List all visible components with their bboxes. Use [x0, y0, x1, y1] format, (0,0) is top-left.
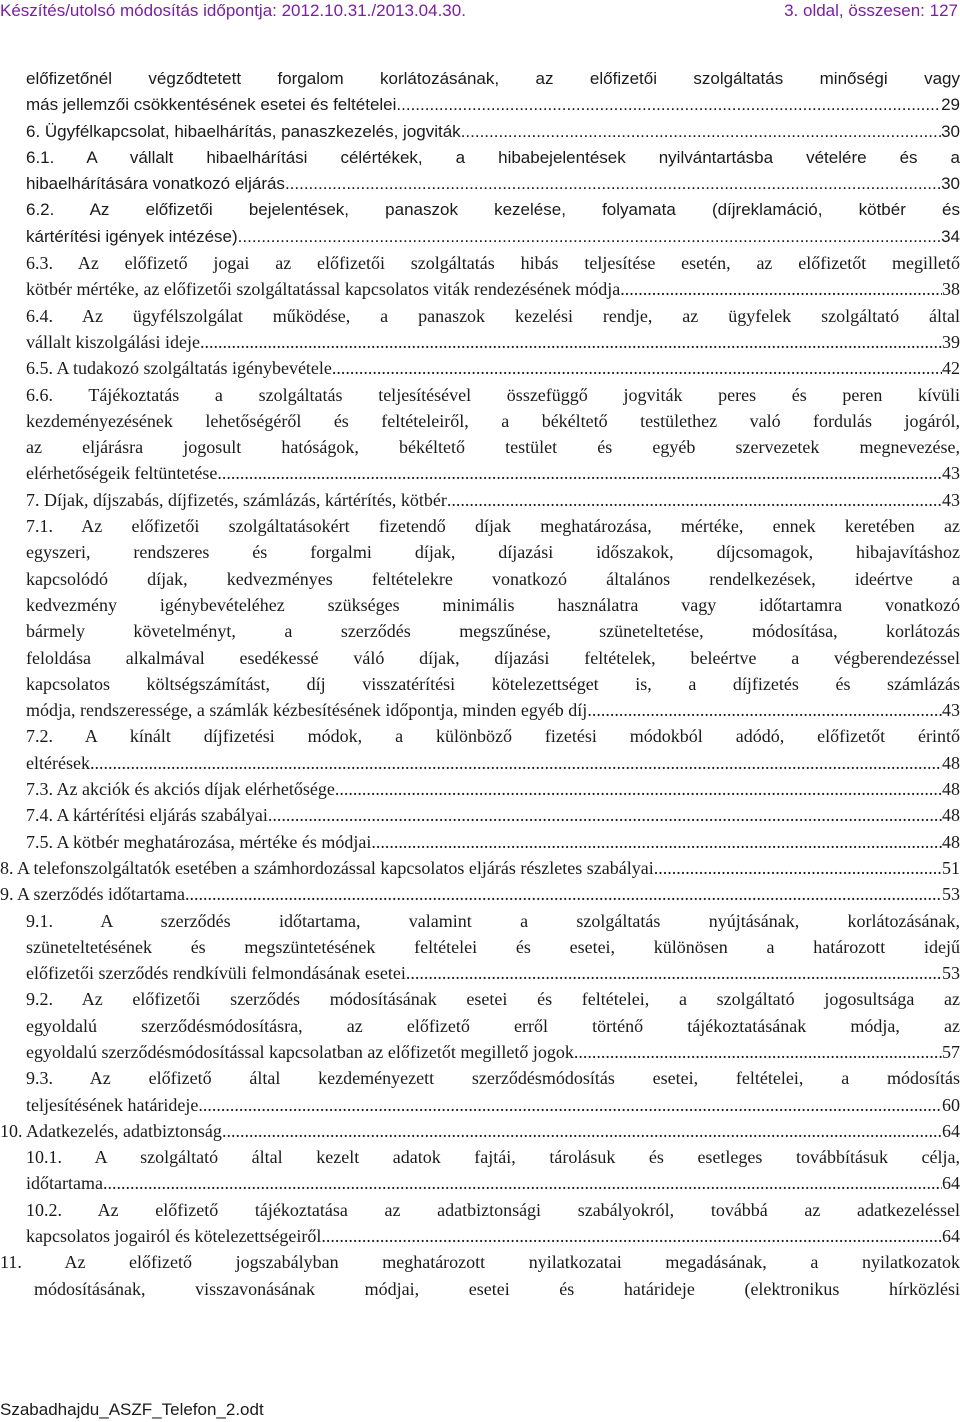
- toc-text: 10.2. Az előfizető tájékoztatása az adatbiztonsági szabályokról, továbbá az adatkezeléssel: [26, 1199, 960, 1220]
- page-number: 64: [942, 1120, 960, 1141]
- toc-entry[interactable]: [0, 171, 960, 197]
- toc-text: 6. Ügyfélkapcsolat, hibaelhárítás, panaszkezelés, jogviták: [26, 121, 461, 141]
- page-number: 43: [942, 489, 960, 510]
- toc-entry[interactable]: [0, 1223, 960, 1249]
- dot-leader: [447, 487, 942, 513]
- dot-leader: [285, 171, 941, 197]
- toc-line: [0, 66, 960, 92]
- toc-entry[interactable]: [0, 697, 960, 723]
- toc-line: [0, 303, 960, 329]
- page-number: 29: [941, 95, 960, 115]
- dot-leader: [200, 329, 942, 355]
- toc-text: 6.5. A tudakozó szolgáltatás igénybevétele: [26, 358, 332, 379]
- toc-text: más jellemzői csökkentésének esetei és feltételei: [26, 95, 397, 115]
- toc-text: kötbér mértéke, az előfizetői szolgáltatással kapcsolatos viták rendezésének módja: [26, 279, 621, 300]
- toc-entry[interactable]: [0, 460, 960, 486]
- toc-line: [0, 408, 960, 434]
- toc-text: előfizetői szerződés rendkívüli felmondásának esetei: [26, 963, 406, 984]
- toc-entry[interactable]: [0, 1092, 960, 1118]
- toc-line: [0, 566, 960, 592]
- toc-entry[interactable]: [0, 776, 960, 802]
- dot-leader: [461, 119, 941, 145]
- toc-text: egyoldalú szerződésmódosításra, az előfizető erről történő tájékoztatásának módja, az: [26, 1015, 960, 1036]
- toc-text: 6.3. Az előfizető jogai az előfizetői szolgáltatás hibás teljesítése esetén, az előfizetőt megillető: [26, 253, 960, 274]
- toc-text: kapcsolódó díjak, kedvezményes feltételekre vonatkozó általános rendelkezések, ideértve a: [26, 568, 960, 589]
- toc-text: 7. Díjak, díjszabás, díjfizetés, számlázás, kártérítés, kötbér: [26, 489, 447, 510]
- toc-text: hibaelhárítására vonatkozó eljárás: [26, 174, 285, 194]
- toc-line: [0, 986, 960, 1012]
- toc-text: az eljárásra jogosult hatóságok, békéltető testület és egyéb szervezetek megnevezése,: [26, 437, 960, 458]
- toc-entry[interactable]: [0, 487, 960, 513]
- page-number: 60: [942, 1094, 960, 1115]
- toc-text: 9.3. Az előfizető által kezdeményezett szerződésmódosítás esetei, feltételei, a módosítás: [26, 1068, 960, 1089]
- toc-text: 6.4. Az ügyfélszolgálat működése, a panaszok kezelési rendje, az ügyfelek szolgáltató által: [26, 305, 960, 326]
- toc-line: [0, 539, 960, 565]
- page-number: 30: [941, 121, 960, 141]
- dot-leader: [238, 224, 941, 250]
- dot-leader: [90, 750, 942, 776]
- page-number: 57: [942, 1041, 960, 1062]
- toc-line: [0, 671, 960, 697]
- toc-text: módja, rendszeressége, a számlák kézbesítésének időpontja, minden egyéb díj: [26, 700, 588, 721]
- page-number: 39: [942, 331, 960, 352]
- dot-leader: [198, 1092, 942, 1118]
- toc-line: [0, 1013, 960, 1039]
- toc-entry[interactable]: [0, 276, 960, 302]
- toc-text: teljesítésének határideje: [26, 1094, 199, 1115]
- toc-text: 10. Adatkezelés, adatbiztonság: [0, 1120, 222, 1141]
- dot-leader: [335, 776, 942, 802]
- toc-entry[interactable]: [0, 750, 960, 776]
- toc-line: [0, 145, 960, 171]
- toc-text: módosításának, visszavonásának módjai, esetei és határideje (elektronikus hírközlési: [34, 1278, 960, 1299]
- toc-text: feloldása alkalmával esedékessé váló díjak, díjazási feltételek, beleértve a végberendezéssel: [26, 647, 960, 668]
- dot-leader: [654, 855, 942, 881]
- toc-line: [0, 1197, 960, 1223]
- toc-text: 9.2. Az előfizetői szerződés módosításának esetei és feltételei, a szolgáltató jogosultsága az: [26, 989, 960, 1010]
- toc-line: [0, 618, 960, 644]
- toc-entry[interactable]: [0, 1039, 960, 1065]
- header-page-counter: 3. oldal, összesen: 127: [784, 1, 958, 20]
- dot-leader: [185, 881, 942, 907]
- header-timestamp: Készítés/utolsó módosítás időpontja: 2012.10.31./2013.04.30.: [0, 1, 466, 20]
- toc-line: [0, 645, 960, 671]
- toc-line: [0, 1144, 960, 1170]
- toc-text: 8. A telefonszolgáltatók esetében a számhordozással kapcsolatos eljárás részletes szabályai: [0, 857, 654, 878]
- page-number: 64: [942, 1226, 960, 1247]
- dot-leader: [587, 697, 942, 723]
- page-number: 48: [942, 752, 960, 773]
- toc-text: 6.6. Tájékoztatás a szolgáltatás teljesítésével összefüggő jogviták peres és peren kívüli: [26, 384, 960, 405]
- page-number: 48: [942, 805, 960, 826]
- dot-leader: [406, 960, 942, 986]
- page-number: 53: [942, 884, 960, 905]
- toc-entry[interactable]: [0, 1118, 960, 1144]
- toc-line: [0, 513, 960, 539]
- page-number: 42: [942, 358, 960, 379]
- toc-text: 10.1. A szolgáltató által kezelt adatok fajtái, tárolásuk és esetleges továbbításuk célja,: [26, 1147, 960, 1168]
- toc-entry[interactable]: [0, 802, 960, 828]
- toc-text: előfizetőnél végződtetett forgalom korlátozásának, az előfizetői szolgáltatás minőségi vagy: [26, 69, 960, 88]
- toc-text: kapcsolatos jogairól és kötelezettségeiről: [26, 1226, 322, 1247]
- toc-text: 6.1. A vállalt hibaelhárítási célértékek, a hibabejelentések nyilvántartásba vételére és a: [26, 147, 960, 167]
- page-number: 43: [942, 700, 960, 721]
- toc-entry[interactable]: [0, 119, 960, 145]
- toc-line: [0, 250, 960, 276]
- dot-leader: [371, 829, 942, 855]
- toc-text: 9.1. A szerződés időtartama, valamint a szolgáltatás nyújtásának, korlátozásának,: [26, 910, 960, 931]
- toc-text: 9. A szerződés időtartama: [0, 884, 185, 905]
- toc-text: kezdeményezésének lehetőségéről és feltételeiről, a békéltető testülethez való fordulás jogáról,: [26, 410, 960, 431]
- toc-text: 7.5. A kötbér meghatározása, mértéke és módjai: [26, 831, 372, 852]
- dot-leader: [321, 1223, 942, 1249]
- toc-line: [0, 1276, 960, 1302]
- page-number: 48: [942, 779, 960, 800]
- toc-line: [0, 434, 960, 460]
- page-number: 48: [942, 831, 960, 852]
- page-number: 51: [942, 857, 960, 878]
- toc-line: [0, 1065, 960, 1091]
- dot-leader: [396, 92, 941, 118]
- toc-text: elérhetőségeik feltüntetése: [26, 463, 218, 484]
- toc-text: szüneteltetésének és megszüntetésének feltételei és esetei, különösen a határozott idejű: [26, 936, 960, 957]
- page-number: 53: [942, 963, 960, 984]
- toc-text: 6.2. Az előfizetői bejelentések, panaszok kezelése, folyamata (díjreklamáció, kötbér és: [26, 200, 960, 220]
- toc-text: kártérítési igények intézése): [26, 226, 238, 246]
- dot-leader: [217, 460, 942, 486]
- toc-entry[interactable]: [0, 329, 960, 355]
- toc-line: [0, 908, 960, 934]
- toc-text: kedvezmény igénybevételéhez szükséges minimális használatra vagy időtartamra vonatkozó: [26, 594, 960, 615]
- toc-entry[interactable]: [0, 829, 960, 855]
- toc-line: [0, 723, 960, 749]
- toc-text: vállalt kiszolgálási ideje: [26, 331, 200, 352]
- dot-leader: [222, 1118, 942, 1144]
- dot-leader: [620, 276, 942, 302]
- toc-text: 7.4. A kártérítési eljárás szabályai: [26, 805, 268, 826]
- toc-text: eltérések: [26, 752, 90, 773]
- dot-leader: [332, 355, 942, 381]
- toc-text: egyszeri, rendszeres és forgalmi díjak, díjazási időszakok, díjcsomagok, hibajavításhoz: [26, 542, 960, 563]
- toc-text: 11. Az előfizető jogszabályban meghatározott nyilatkozatai megadásának, a nyilatkozatok: [0, 1252, 960, 1273]
- page-number: 34: [941, 226, 960, 246]
- toc-text: 7.2. A kínált díjfizetési módok, a különböző fizetési módokból adódó, előfizetőt érintő: [26, 726, 960, 747]
- toc-entry[interactable]: [0, 960, 960, 986]
- toc-entry[interactable]: [0, 355, 960, 381]
- toc-text: 7.3. Az akciók és akciós díjak elérhetősége: [26, 779, 335, 800]
- toc-text: bármely követelményt, a szerződés megszűnése, szüneteltetése, módosítása, korlátozás: [26, 621, 960, 642]
- toc-text: egyoldalú szerződésmódosítással kapcsolatban az előfizetőt megillető jogok: [26, 1041, 574, 1062]
- toc-entry[interactable]: [0, 224, 960, 250]
- toc-entry[interactable]: [0, 881, 960, 907]
- dot-leader: [268, 802, 942, 828]
- toc-entry[interactable]: [0, 1170, 960, 1196]
- page-number: 64: [942, 1173, 960, 1194]
- page-number: 30: [941, 174, 960, 194]
- dot-leader: [574, 1039, 942, 1065]
- table-of-contents: [0, 66, 960, 1302]
- toc-line: [0, 382, 960, 408]
- toc-text: 7.1. Az előfizetői szolgáltatásokért fizetendő díjak meghatározása, mértéke, ennek keretében az: [26, 516, 960, 537]
- toc-line: [0, 934, 960, 960]
- toc-entry[interactable]: [0, 855, 960, 881]
- footer-filename: Szabadhajdu_ASZF_Telefon_2.odt: [0, 1400, 264, 1419]
- toc-line: [0, 1249, 960, 1275]
- toc-text: kapcsolatos költségszámítást, díj visszatérítési kötelezettséget is, a díjfizetés és számlázás: [26, 673, 960, 694]
- toc-text: időtartama: [26, 1173, 103, 1194]
- page-number: 38: [942, 279, 960, 300]
- toc-line: [0, 197, 960, 223]
- dot-leader: [103, 1170, 942, 1196]
- page-number: 43: [942, 463, 960, 484]
- toc-line: [0, 592, 960, 618]
- toc-entry[interactable]: [0, 92, 960, 118]
